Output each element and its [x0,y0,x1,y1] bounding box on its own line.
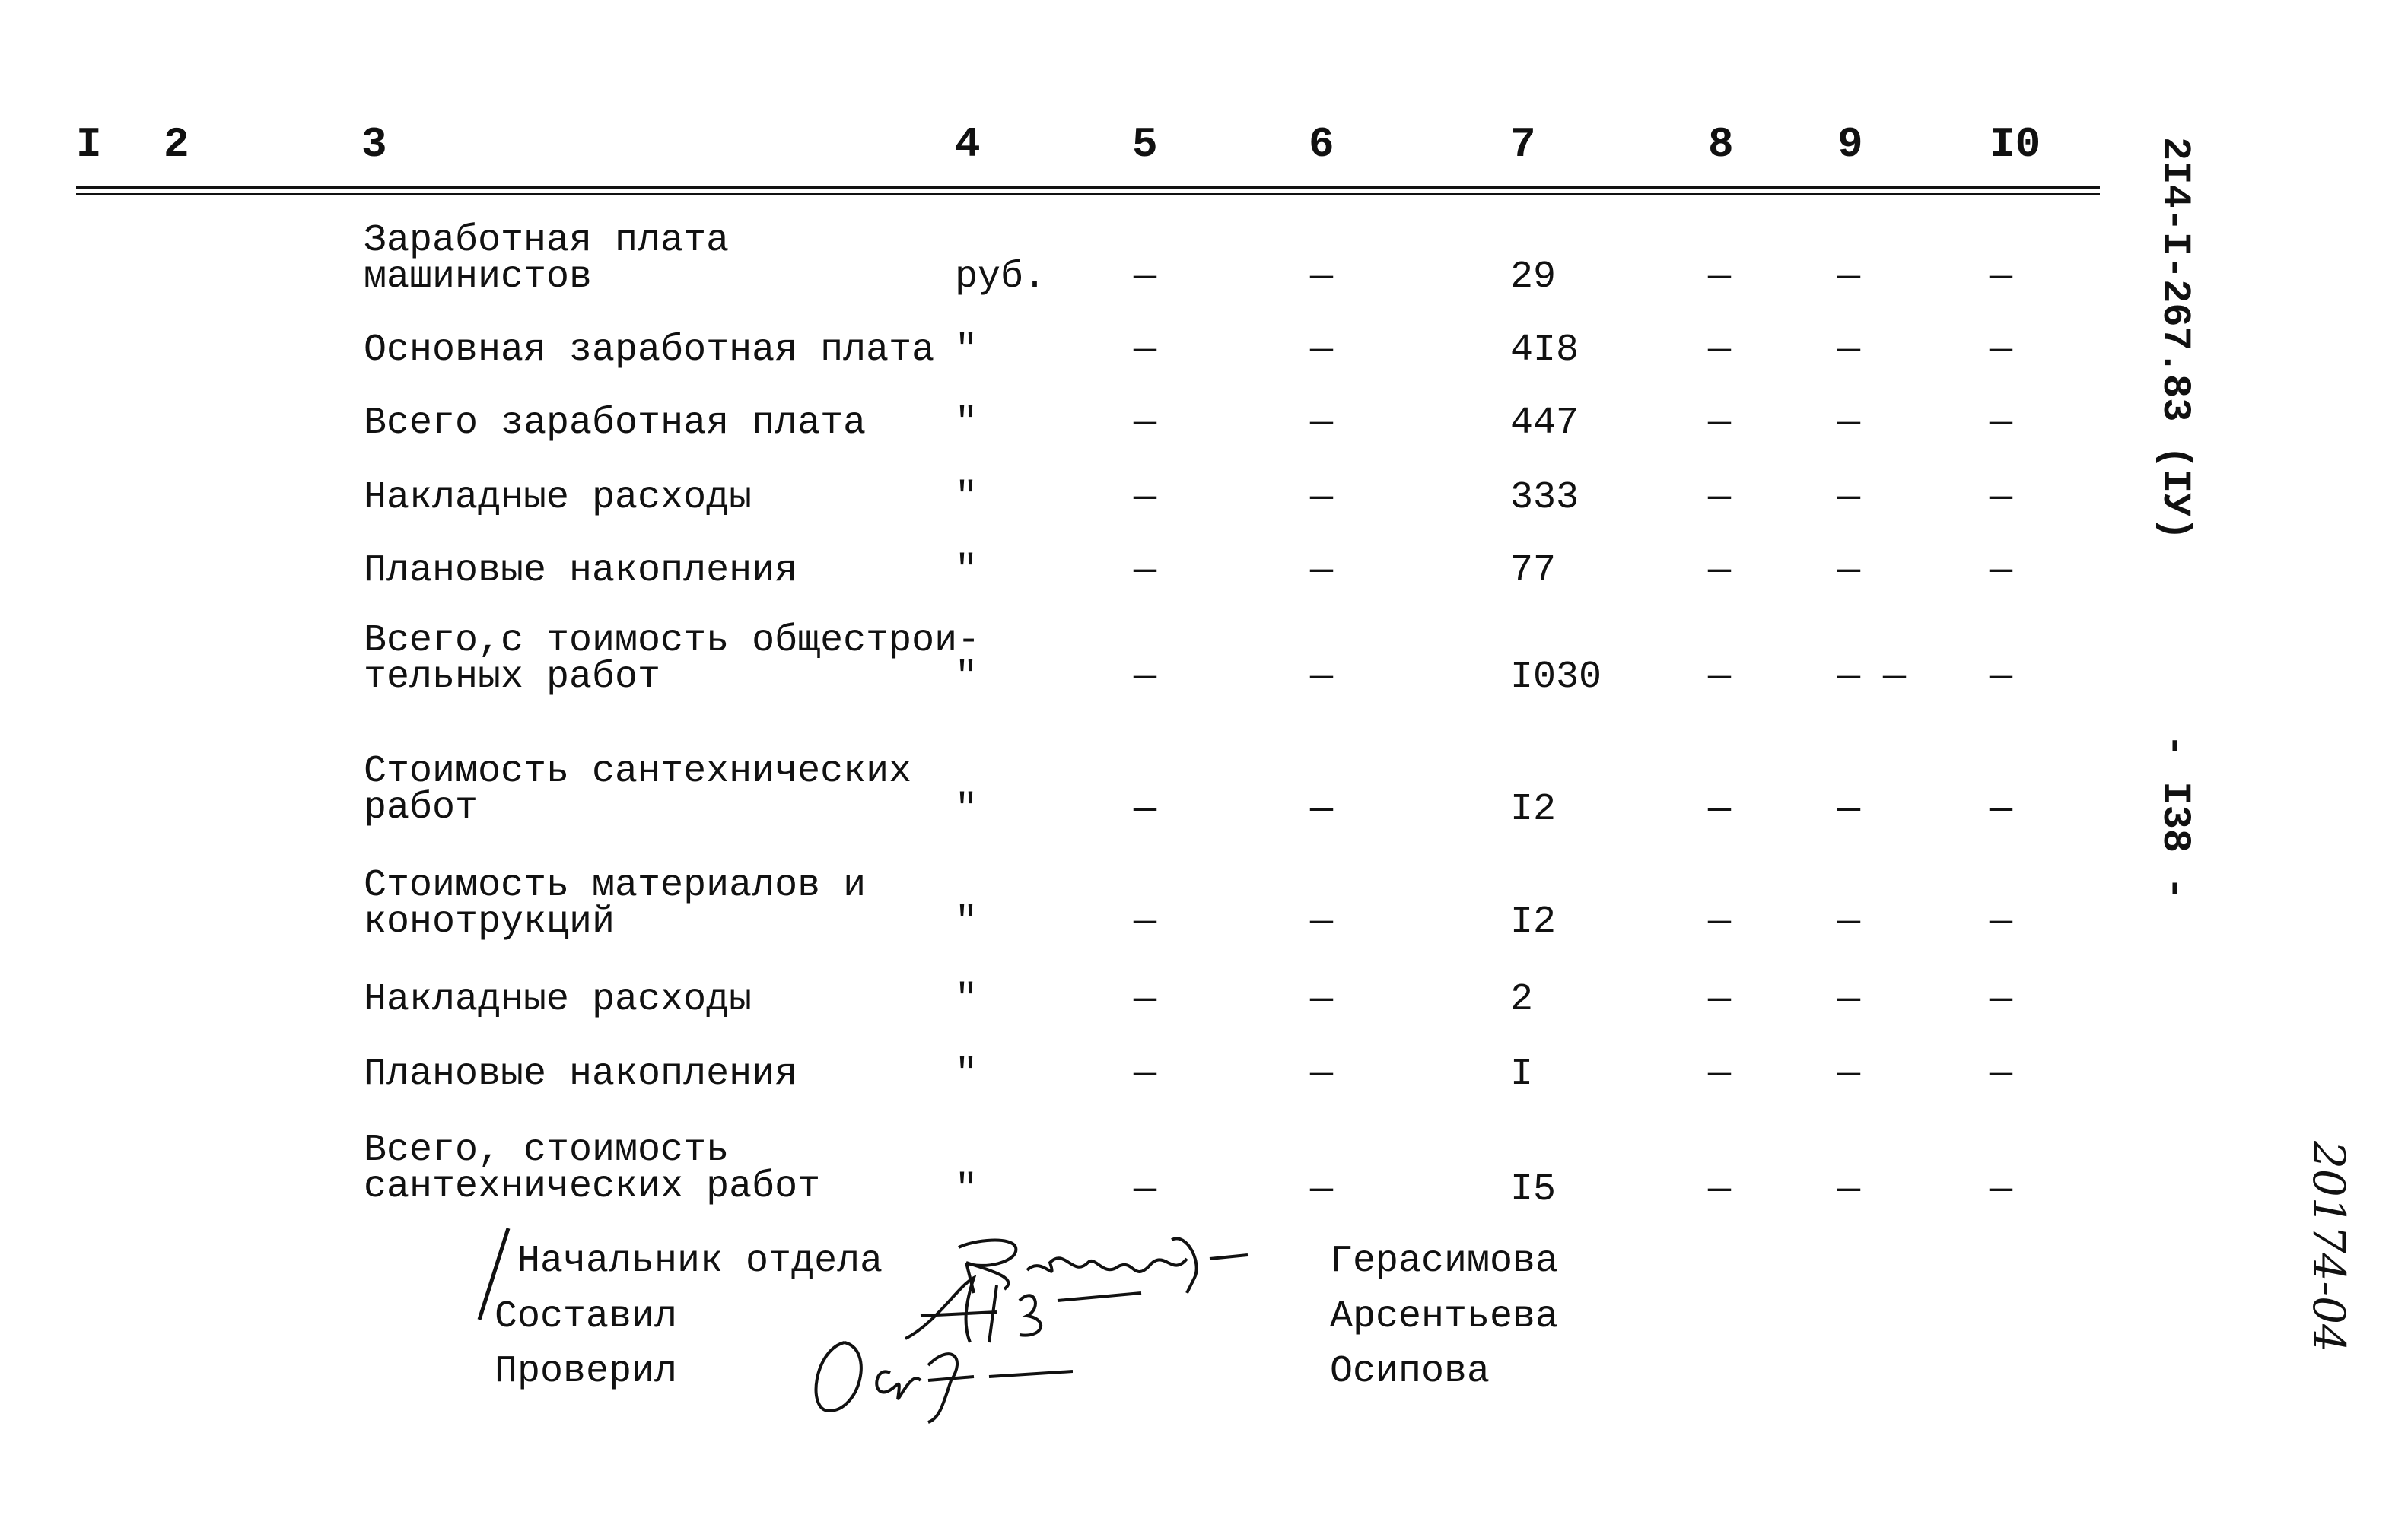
row-col10-value: — [1990,402,2013,445]
row-label-continued: сантехнических работ [364,1165,821,1209]
row-col8-value: — [1708,549,1732,592]
row-col7-value: I030 [1510,656,1602,699]
row-col6-value: — [1310,901,1334,944]
row-col6-value: — [1310,1053,1334,1096]
signature-role-head: Начальник отдела [517,1240,883,1283]
row-col6-value: — [1310,1168,1334,1212]
row-col7-value: I5 [1510,1168,1557,1212]
row-col5-value: — [1134,901,1157,944]
row-label: Всего заработная плата [364,402,867,445]
row-col10-value: — [1990,788,2013,831]
column-header-2: 2 [164,120,189,169]
row-col8-value: — [1708,788,1732,831]
row-col9-value: — — [1837,656,1907,699]
row-col5-value: — [1134,656,1157,699]
column-header-5: 5 [1132,120,1158,169]
row-label: Плановые накопления [364,1053,798,1096]
row-col9-value: — [1837,1168,1861,1212]
row-col10-value: — [1990,656,2013,699]
row-col7-value: I2 [1510,901,1557,944]
row-col8-value: — [1708,901,1732,944]
header-divider-thin [76,193,2100,195]
handwritten-signature-checker [799,1327,1073,1426]
row-col5-value: — [1134,1168,1157,1212]
row-col7-value: 77 [1510,549,1557,592]
row-col10-value: — [1990,901,2013,944]
row-unit: " [955,549,978,592]
signature-role-checker: Проверил [495,1350,678,1393]
row-col10-value: — [1990,978,2013,1021]
row-unit: " [955,978,978,1021]
row-label: Основная заработная плата [364,329,935,372]
row-col6-value: — [1310,656,1334,699]
row-col8-value: — [1708,402,1732,445]
row-col9-value: — [1837,1053,1861,1096]
signature-name-compiler: Арсентьева [1330,1295,1559,1339]
column-header-6: 6 [1309,120,1334,169]
row-col8-value: — [1708,329,1732,372]
row-label: Накладные расходы [364,476,752,519]
row-label: Накладные расходы [364,978,752,1021]
row-col10-value: — [1990,549,2013,592]
row-unit: " [955,329,978,372]
column-header-9: 9 [1837,120,1863,169]
row-unit: " [955,1053,978,1096]
row-label-continued: тельных работ [364,656,661,699]
column-header-10: I0 [1990,120,2041,169]
row-col5-value: — [1134,402,1157,445]
document-code: 2I4-I-267.83 (IУ) [2152,137,2197,541]
row-label: Стоимость материалов и [364,864,867,907]
row-col10-value: — [1990,1053,2013,1096]
row-col8-value: — [1708,656,1732,699]
row-col8-value: — [1708,1053,1732,1096]
row-col6-value: — [1310,256,1334,299]
row-unit: " [955,901,978,944]
row-col8-value: — [1708,978,1732,1021]
row-col8-value: — [1708,1168,1732,1212]
row-unit: " [955,656,978,699]
row-col5-value: — [1134,788,1157,831]
row-col10-value: — [1990,256,2013,299]
row-col6-value: — [1310,978,1334,1021]
row-col7-value: I [1510,1053,1534,1096]
column-header-4: 4 [955,120,981,169]
signature-role-compiler: Составил [495,1295,678,1339]
row-col7-value: 2 [1510,978,1534,1021]
row-col9-value: — [1837,402,1861,445]
row-col7-value: I2 [1510,788,1557,831]
row-col5-value: — [1134,1053,1157,1096]
column-header-8: 8 [1708,120,1734,169]
row-col8-value: — [1708,476,1732,519]
row-label: Заработная плата [364,219,730,262]
row-col6-value: — [1310,329,1334,372]
row-col9-value: — [1837,256,1861,299]
row-col7-value: 29 [1510,256,1557,299]
row-col10-value: — [1990,476,2013,519]
column-header-7: 7 [1510,120,1536,169]
row-col9-value: — [1837,978,1861,1021]
row-col6-value: — [1310,788,1334,831]
row-col5-value: — [1134,256,1157,299]
row-label: Плановые накопления [364,549,798,592]
row-col8-value: — [1708,256,1732,299]
row-col5-value: — [1134,329,1157,372]
row-label: Стоимость сантехнических [364,750,912,793]
row-col9-value: — [1837,329,1861,372]
row-col5-value: — [1134,978,1157,1021]
row-col5-value: — [1134,476,1157,519]
signature-name-checker: Осипова [1330,1350,1490,1393]
row-label-continued: конотрукций [364,901,616,944]
row-label-continued: машинистов [364,256,593,299]
row-col10-value: — [1990,1168,2013,1212]
row-col10-value: — [1990,329,2013,372]
row-col6-value: — [1310,402,1334,445]
row-label: Всего, стоимость [364,1129,730,1172]
row-col9-value: — [1837,549,1861,592]
row-col5-value: — [1134,549,1157,592]
row-col7-value: 447 [1510,402,1579,445]
row-col7-value: 4I8 [1510,329,1579,372]
row-label: Всего,с тоимость общестрои- [364,619,981,662]
page-number: - I38 - [2152,734,2197,901]
row-unit: руб. [955,256,1047,299]
handwritten-inventory-number: 20174-04 [2303,1141,2355,1352]
row-col9-value: — [1837,788,1861,831]
row-col7-value: 333 [1510,476,1579,519]
signature-name-head: Герасимова [1330,1240,1559,1283]
row-col9-value: — [1837,901,1861,944]
row-col9-value: — [1837,476,1861,519]
row-unit: " [955,402,978,445]
row-col6-value: — [1310,476,1334,519]
row-col6-value: — [1310,549,1334,592]
column-header-3: 3 [361,120,387,169]
column-header-1: I [76,120,102,169]
row-unit: " [955,788,978,831]
header-divider [76,186,2100,189]
row-label-continued: работ [364,786,479,830]
row-unit: " [955,476,978,519]
row-unit: " [955,1168,978,1212]
